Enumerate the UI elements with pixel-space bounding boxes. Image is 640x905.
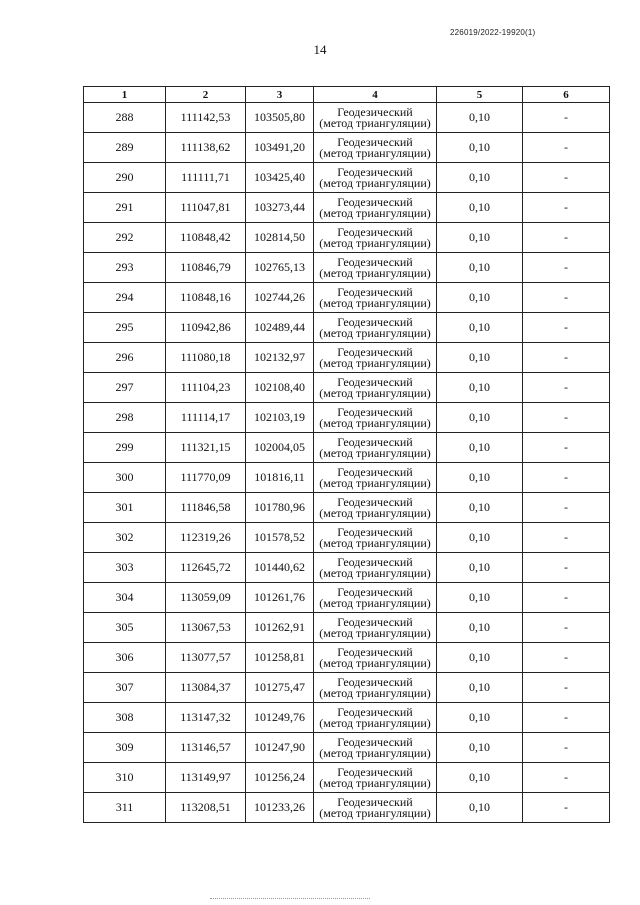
x-coordinate-cell: 113067,53	[166, 613, 246, 643]
table-row	[84, 583, 610, 613]
point-number-cell: 310	[84, 763, 166, 793]
method-line-1: Геодезический	[337, 644, 413, 659]
x-coordinate-cell: 111846,58	[166, 493, 246, 523]
table-row	[84, 373, 610, 403]
accuracy-cell: 0,10	[437, 613, 523, 643]
x-coordinate-cell: 110942,86	[166, 313, 246, 343]
method-line-1: Геодезический	[337, 524, 413, 539]
note-cell: -	[523, 703, 610, 733]
x-coordinate-cell: 110846,79	[166, 253, 246, 283]
y-coordinate-cell: 102814,50	[246, 223, 314, 253]
y-coordinate-cell: 101816,11	[246, 463, 314, 493]
accuracy-cell: 0,10	[437, 343, 523, 373]
method-line-1: Геодезический	[337, 794, 413, 809]
method-cell	[314, 103, 437, 133]
table-row	[84, 103, 610, 133]
method-cell	[314, 133, 437, 163]
point-number-cell: 294	[84, 283, 166, 313]
method-line-2: (метод триангуляции)	[319, 205, 431, 220]
method-line-2: (метод триангуляции)	[319, 655, 431, 670]
method-cell	[314, 733, 437, 763]
method-line-2: (метод триангуляции)	[319, 325, 431, 340]
y-coordinate-cell: 101578,52	[246, 523, 314, 553]
method-line-2: (метод триангуляции)	[319, 265, 431, 280]
accuracy-cell: 0,10	[437, 493, 523, 523]
table-row	[84, 703, 610, 733]
point-number-cell: 289	[84, 133, 166, 163]
method-line-2: (метод триангуляции)	[319, 775, 431, 790]
column-header-3: 3	[246, 87, 314, 103]
table-row	[84, 493, 610, 523]
method-line-1: Геодезический	[337, 164, 413, 179]
y-coordinate-cell: 101262,91	[246, 613, 314, 643]
point-number-cell: 290	[84, 163, 166, 193]
method-cell	[314, 163, 437, 193]
column-header-1: 1	[84, 87, 166, 103]
y-coordinate-cell: 101780,96	[246, 493, 314, 523]
method-cell	[314, 613, 437, 643]
method-line-2: (метод триангуляции)	[319, 475, 431, 490]
method-cell	[314, 193, 437, 223]
note-cell: -	[523, 733, 610, 763]
x-coordinate-cell: 113059,09	[166, 583, 246, 613]
method-line-2: (метод триангуляции)	[319, 445, 431, 460]
page-number: 14	[313, 42, 327, 57]
method-cell	[314, 313, 437, 343]
method-cell	[314, 253, 437, 283]
table-row	[84, 793, 610, 823]
point-number-cell: 302	[84, 523, 166, 553]
x-coordinate-cell: 113077,57	[166, 643, 246, 673]
table-row	[84, 193, 610, 223]
accuracy-cell: 0,10	[437, 103, 523, 133]
table-row	[84, 223, 610, 253]
accuracy-cell: 0,10	[437, 223, 523, 253]
method-cell	[314, 793, 437, 823]
x-coordinate-cell: 112319,26	[166, 523, 246, 553]
x-coordinate-cell: 112645,72	[166, 553, 246, 583]
x-coordinate-cell: 111080,18	[166, 343, 246, 373]
x-coordinate-cell: 111047,81	[166, 193, 246, 223]
note-cell: -	[523, 133, 610, 163]
method-line-1: Геодезический	[337, 734, 413, 749]
y-coordinate-cell: 101233,26	[246, 793, 314, 823]
y-coordinate-cell: 101261,76	[246, 583, 314, 613]
y-coordinate-cell: 102744,26	[246, 283, 314, 313]
method-line-2: (метод триангуляции)	[319, 805, 431, 820]
note-cell: -	[523, 463, 610, 493]
note-cell: -	[523, 793, 610, 823]
method-line-2: (метод триангуляции)	[319, 415, 431, 430]
accuracy-cell: 0,10	[437, 163, 523, 193]
column-header-5: 5	[437, 87, 523, 103]
note-cell: -	[523, 613, 610, 643]
note-cell: -	[523, 763, 610, 793]
point-number-cell: 298	[84, 403, 166, 433]
method-line-2: (метод триангуляции)	[319, 565, 431, 580]
point-number-cell: 309	[84, 733, 166, 763]
method-cell	[314, 493, 437, 523]
point-number-cell: 296	[84, 343, 166, 373]
x-coordinate-cell: 111142,53	[166, 103, 246, 133]
x-coordinate-cell: 111104,23	[166, 373, 246, 403]
table-row	[84, 163, 610, 193]
table-row	[84, 523, 610, 553]
document-id: 226019/2022-19920(1)	[450, 28, 536, 37]
table-row	[84, 343, 610, 373]
y-coordinate-cell: 102108,40	[246, 373, 314, 403]
note-cell: -	[523, 163, 610, 193]
table-row	[84, 673, 610, 703]
method-cell	[314, 553, 437, 583]
accuracy-cell: 0,10	[437, 433, 523, 463]
method-line-2: (метод триангуляции)	[319, 595, 431, 610]
method-line-1: Геодезический	[337, 374, 413, 389]
x-coordinate-cell: 113208,51	[166, 793, 246, 823]
accuracy-cell: 0,10	[437, 373, 523, 403]
note-cell: -	[523, 493, 610, 523]
y-coordinate-cell: 101440,62	[246, 553, 314, 583]
point-number-cell: 300	[84, 463, 166, 493]
method-line-1: Геодезический	[337, 254, 413, 269]
note-cell: -	[523, 523, 610, 553]
x-coordinate-cell: 110848,16	[166, 283, 246, 313]
method-line-2: (метод триангуляции)	[319, 235, 431, 250]
y-coordinate-cell: 101256,24	[246, 763, 314, 793]
x-coordinate-cell: 111111,71	[166, 163, 246, 193]
method-cell	[314, 673, 437, 703]
table-row	[84, 733, 610, 763]
table-row	[84, 613, 610, 643]
accuracy-cell: 0,10	[437, 673, 523, 703]
method-line-1: Геодезический	[337, 284, 413, 299]
method-line-1: Геодезический	[337, 194, 413, 209]
y-coordinate-cell: 102765,13	[246, 253, 314, 283]
accuracy-cell: 0,10	[437, 643, 523, 673]
note-cell: -	[523, 223, 610, 253]
method-line-1: Геодезический	[337, 704, 413, 719]
method-cell	[314, 433, 437, 463]
note-cell: -	[523, 583, 610, 613]
x-coordinate-cell: 111321,15	[166, 433, 246, 463]
method-line-1: Геодезический	[337, 104, 413, 119]
column-header-6: 6	[523, 87, 610, 103]
note-cell: -	[523, 193, 610, 223]
method-line-1: Геодезический	[337, 554, 413, 569]
table-row	[84, 643, 610, 673]
table-row	[84, 283, 610, 313]
method-line-1: Геодезический	[337, 764, 413, 779]
note-cell: -	[523, 253, 610, 283]
accuracy-cell: 0,10	[437, 553, 523, 583]
accuracy-cell: 0,10	[437, 283, 523, 313]
x-coordinate-cell: 111770,09	[166, 463, 246, 493]
method-line-1: Геодезический	[337, 464, 413, 479]
y-coordinate-cell: 102004,05	[246, 433, 314, 463]
method-line-1: Геодезический	[337, 344, 413, 359]
y-coordinate-cell: 101247,90	[246, 733, 314, 763]
y-coordinate-cell: 101258,81	[246, 643, 314, 673]
method-line-2: (метод триангуляции)	[319, 505, 431, 520]
accuracy-cell: 0,10	[437, 763, 523, 793]
table-row	[84, 133, 610, 163]
column-header-2: 2	[166, 87, 246, 103]
method-cell	[314, 403, 437, 433]
point-number-cell: 304	[84, 583, 166, 613]
note-cell: -	[523, 103, 610, 133]
header-row	[84, 87, 610, 103]
method-cell	[314, 583, 437, 613]
accuracy-cell: 0,10	[437, 793, 523, 823]
method-line-2: (метод триангуляции)	[319, 685, 431, 700]
method-line-1: Геодезический	[337, 224, 413, 239]
method-line-2: (метод триангуляции)	[319, 295, 431, 310]
y-coordinate-cell: 101275,47	[246, 673, 314, 703]
y-coordinate-cell: 103505,80	[246, 103, 314, 133]
table-row	[84, 253, 610, 283]
note-cell: -	[523, 283, 610, 313]
x-coordinate-cell: 113147,32	[166, 703, 246, 733]
method-line-2: (метод триангуляции)	[319, 745, 431, 760]
method-cell	[314, 703, 437, 733]
x-coordinate-cell: 113149,97	[166, 763, 246, 793]
accuracy-cell: 0,10	[437, 733, 523, 763]
method-cell	[314, 643, 437, 673]
accuracy-cell: 0,10	[437, 313, 523, 343]
method-line-2: (метод триангуляции)	[319, 115, 431, 130]
point-number-cell: 295	[84, 313, 166, 343]
method-line-1: Геодезический	[337, 614, 413, 629]
method-line-1: Геодезический	[337, 404, 413, 419]
note-cell: -	[523, 433, 610, 463]
method-line-1: Геодезический	[337, 314, 413, 329]
method-line-1: Геодезический	[337, 134, 413, 149]
point-number-cell: 291	[84, 193, 166, 223]
method-cell	[314, 223, 437, 253]
y-coordinate-cell: 103491,20	[246, 133, 314, 163]
accuracy-cell: 0,10	[437, 583, 523, 613]
x-coordinate-cell: 111138,62	[166, 133, 246, 163]
accuracy-cell: 0,10	[437, 253, 523, 283]
table-row	[84, 433, 610, 463]
point-number-cell: 293	[84, 253, 166, 283]
footer-divider	[210, 898, 370, 899]
accuracy-cell: 0,10	[437, 403, 523, 433]
point-number-cell: 307	[84, 673, 166, 703]
point-number-cell: 308	[84, 703, 166, 733]
column-header-4: 4	[314, 87, 437, 103]
note-cell: -	[523, 313, 610, 343]
table-row	[84, 313, 610, 343]
method-cell	[314, 283, 437, 313]
x-coordinate-cell: 111114,17	[166, 403, 246, 433]
method-line-2: (метод триангуляции)	[319, 175, 431, 190]
y-coordinate-cell: 103425,40	[246, 163, 314, 193]
point-number-cell: 311	[84, 793, 166, 823]
method-cell	[314, 463, 437, 493]
coordinates-table	[83, 86, 610, 823]
y-coordinate-cell: 102132,97	[246, 343, 314, 373]
method-line-2: (метод триангуляции)	[319, 145, 431, 160]
y-coordinate-cell: 102489,44	[246, 313, 314, 343]
point-number-cell: 288	[84, 103, 166, 133]
method-line-1: Геодезический	[337, 584, 413, 599]
point-number-cell: 297	[84, 373, 166, 403]
note-cell: -	[523, 373, 610, 403]
table-row	[84, 463, 610, 493]
x-coordinate-cell: 110848,42	[166, 223, 246, 253]
method-line-2: (метод триангуляции)	[319, 385, 431, 400]
table-row	[84, 763, 610, 793]
method-cell	[314, 763, 437, 793]
note-cell: -	[523, 643, 610, 673]
note-cell: -	[523, 673, 610, 703]
note-cell: -	[523, 553, 610, 583]
table-row	[84, 403, 610, 433]
y-coordinate-cell: 102103,19	[246, 403, 314, 433]
table-row	[84, 553, 610, 583]
method-line-1: Геодезический	[337, 494, 413, 509]
method-cell	[314, 523, 437, 553]
point-number-cell: 305	[84, 613, 166, 643]
accuracy-cell: 0,10	[437, 523, 523, 553]
point-number-cell: 292	[84, 223, 166, 253]
method-line-2: (метод триангуляции)	[319, 625, 431, 640]
accuracy-cell: 0,10	[437, 193, 523, 223]
method-cell	[314, 373, 437, 403]
method-line-2: (метод триангуляции)	[319, 355, 431, 370]
y-coordinate-cell: 103273,44	[246, 193, 314, 223]
x-coordinate-cell: 113084,37	[166, 673, 246, 703]
point-number-cell: 306	[84, 643, 166, 673]
method-line-1: Геодезический	[337, 674, 413, 689]
accuracy-cell: 0,10	[437, 463, 523, 493]
method-line-2: (метод триангуляции)	[319, 535, 431, 550]
accuracy-cell: 0,10	[437, 703, 523, 733]
note-cell: -	[523, 343, 610, 373]
table-body	[84, 103, 610, 823]
x-coordinate-cell: 113146,57	[166, 733, 246, 763]
point-number-cell: 303	[84, 553, 166, 583]
point-number-cell: 299	[84, 433, 166, 463]
accuracy-cell: 0,10	[437, 133, 523, 163]
method-line-1: Геодезический	[337, 434, 413, 449]
table-header	[84, 87, 610, 103]
y-coordinate-cell: 101249,76	[246, 703, 314, 733]
method-cell	[314, 343, 437, 373]
point-number-cell: 301	[84, 493, 166, 523]
method-line-2: (метод триангуляции)	[319, 715, 431, 730]
note-cell: -	[523, 403, 610, 433]
